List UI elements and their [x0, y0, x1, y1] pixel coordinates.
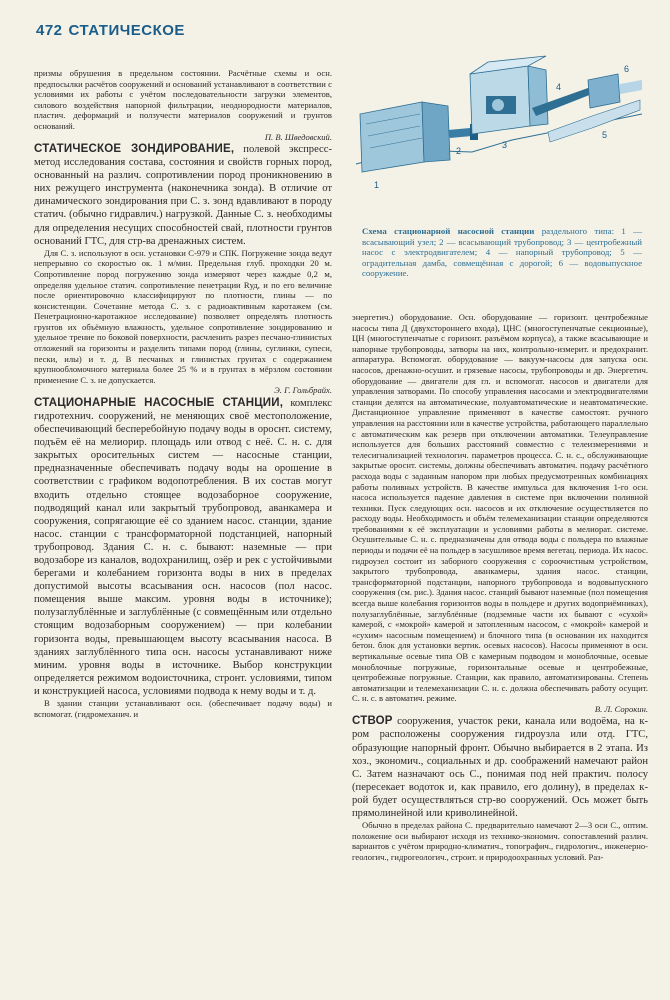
- article-static-sounding-text: полевой экспресс-метод исследования состава, состояния и свойств горных пород, основанный на различ. сопротивлении пород проникновению в них режущего инструмента (наконечника зонда). В отличие от динамического зондирования при С. з. зонд вдавливают в породу статич. (обычно гидравлич.) нагрузкой. Данные С. з. необходимы для определения несущих способностей свай, плотности грунтов оснований ГТС, для стр-ва дренажных систем.: [34, 143, 332, 247]
- term-static-sounding: СТАТИЧЕСКОЕ ЗОНДИРОВАНИЕ,: [34, 142, 235, 155]
- static-sounding-details: Для С. з. используют в осн. установки С-979 и СПК. Погружение зонда ведут непрерывно со скоростью ок. 1 м/мин. Предельная глуб. проходки 20 м. Сопротивление пород погружению зонда измеряют через каждые 0,2 м, определяя удельное статич. сопротивление пенетрации Rуд, и по его величине после ориентировочно классифицируют по плотности, глины — по консистенции. Сочетание метода С. з. с радиоактивным каротажем (см. Пенетрационно-каротажное исследование) позволяет определять плотность грунтов их объёмную влажность, удельное сопротивление зондированию и удельное трение по боковой поверхности, расчленить разрез песчано-глинистых отложений на горизонты и разделить типами пород (глины, суглинки, супеси, пески, илы) и т. д. В песчаных и глинистых грунтах с содержанием крупнообломочного материала более 25 % и в грунтах в мёрзлом состоянии применение С. з. не допускается.: [34, 247, 332, 385]
- caption-lead: Схема стационарной насосной станции: [362, 226, 535, 236]
- label-3: 3: [502, 140, 508, 150]
- pumping-stations-continuation: энергетич.) оборудование. Осн. оборудование — горизонт. центробежные насосы типа Д (двухстороннего входа), ЦНС (многоступенчатые секционные), ЦН (многоступенчатые с горизонт. разъёмом корпуса), а также всасывающие и напорные трубопроводы, затворы на них, контрольно-измерит. и предохранит. аппаратура. Вспомогат. оборудование — вакуум-насосы для запуска осн. насосов, дренажно-осушит. и грязевые насосы, трубопроводы и др. Энергетич. оборудование — двигатели для гл. и вспомогат. насосов и двигатели для управления затворами. По способу управления насосами и электродвигателями станции делятся на автоматические, полуавтоматические и неавтоматические. Дистанционное управление применяют в качестве самостоят. ручного управления на расстоянии или в качестве устройства, работающего параллельно с автоматическим как резерв при отключении автоматики. Телеуправление используется для больших расстояний совместно с телеизмерениями и телесигнализацией технологич. параметров процесса. С. н. с., обслуживающие закрытые ороснт. системы, должны обеспечивать автоматич. подачу расчётного расхода воды с заданным напором при любых предусмотренных комбинациях работы поливных устройств. В качестве импульса для включения 1-го осн. насоса используется падение давления в системе при включении поливной техники. Пуск следующих осн. насосов и их отключение осуществляется по расходу воды. Необходимость и объём телемеханизации станции определяются требованиями к её эксплуатации и условиями работы в мелиорат. системе. Осушительные С. н. с. предназначены для отвода воды с польдера по влажные периоды и подачи её на польдер в засушливое время вегетац. периода. Их насос. гидроузел состоит из заборного сооружения с сороочистным устройством, закрытого трубопровода, аванкамеры, здания насос. станции, трансформаторной подстанции, напорного трубопровода и водовыпускного сооружения (см. рис.). Здания насос. станций бывают наземные (пол помещения всегда выше колебания горизонтов воды в польдере и других водоприёмниках), полузаглублённые, заглублённые (подземные части их бывают с «сухой» камерой, с «мокрой» камерой и затопленным насосом, с «мокрой» камерой и «сухим» насосным помещением) и блочного типа (в основании их находится бетон. блок для установки вертик. осевых насосов). Насосы применяют в осн. вертикальные осевые типа ОВ с камерным подводом и моноблочные, осевые моноблочные погружные, горизонтальные осевые и центробежные, центробежные погружные. Станции, как правило, автоматизированы. Степень автоматизации и телемеханизации С. н. с. должна обеспечивать работу осущит. С. н. с. в автоматич. режиме.: [352, 312, 648, 704]
- stvor-details: Обычно в пределах района С. предварительно намечают 2—3 оси С., оптим. положение оси выбирают исходя из технико-экономич. сопоставлений различ. вариантов с учётом природно-климатич., топографич., гидрологич., инженерно-геологич., гидрогеологич., строит. и природоохранных условий. Раз-: [352, 820, 648, 862]
- page-header: [36, 22, 185, 39]
- left-column: [34, 68, 332, 719]
- intro-author: П. В. Шведовский.: [264, 131, 332, 142]
- label-5: 5: [602, 130, 608, 140]
- article-pumping-stations: [34, 397, 332, 698]
- page-title: СТАТИЧЕСКОЕ: [68, 22, 185, 39]
- article-stvor: [352, 715, 648, 820]
- caption-text: раздельного типа: 1 — всасывающий узел; 2 — всасывающий трубопровод; 3 — центробежный насос с электродвигателем; 4 — напорный трубопровод; 5 — оградительная дамба, совмещённая с дорогой; 6 — водовыпускное сооружение.: [362, 226, 642, 279]
- static-sounding-author: Э. Г. Гольбрайх.: [274, 385, 332, 396]
- pumping-stations-small: В здании станции устанавливают осн. (обеспечивает подачу воды) и вспомогат. (гидромеханич. и: [34, 698, 332, 719]
- figure-caption: [362, 226, 642, 279]
- right-column: [352, 312, 648, 863]
- pumping-station-diagram: [352, 44, 644, 214]
- label-6: 6: [624, 64, 630, 74]
- term-pumping-stations: СТАЦИОНАРНЫЕ НАСОСНЫЕ СТАНЦИИ,: [34, 396, 284, 409]
- intro-paragraph: призмы обрушения в предельном состоянии. Расчётные схемы и осн. предпосылки расчётов сооружений и оснований устанавливают в соответствии с условиями их работы с учётом последовательности загрузки элементов, силового воздействия напорной фильтрации, неоднородности материалов, пластич. деформаций и ползучести материалов сооружений и грунтов оснований.: [34, 68, 332, 131]
- article-static-sounding: [34, 143, 332, 248]
- label-4: 4: [556, 82, 562, 92]
- pump-house: [470, 56, 548, 134]
- term-stvor: СТВОР: [352, 715, 393, 728]
- article-stvor-text: сооружения, участок реки, канала или водоёма, на к-ром расположены сооружения гидроузла или отд. ГТС, образующие напорный фронт. Обычно выбирается в 2 этапа. Из хоз., экономич., социальных и др. соображений намечают район С. Затем назначают ось С., понимая под ней практич. полосу (пересекает водоток и, как правило, его долину), в пределах к-рой будет осуществляться стр-во сооружений. Ось может быть прямолинейной или криволинейной.: [352, 716, 648, 820]
- label-1: 1: [374, 180, 380, 190]
- page-number: 472: [36, 22, 63, 39]
- pumping-stations-author: В. Л. Сорокин.: [594, 703, 648, 714]
- label-2: 2: [456, 146, 462, 156]
- article-pumping-stations-text: комплекс гидротехнич. сооружений, не меняющих своё местоположение, обеспечивающий бесперебойную подачу воды в ороснт. систему, подъём её на мелиорир. площадь или отвод с неё. С. н. с. для закрытых оросительных систем — насосные станции, предназначенные обеспечивать подачу воды на орошение в соответствии с графиком водопотребления. В их состав могут входить отдельно стоящее водозаборное сооружение, подводящий канал или закрытый трубопровод, аванкамера и сооружения, сопрягающие её со зданием насос. станции, здание насос. станции с трансформаторной подстанцией, напорный трубопровод. Здания С. н. с. бывают: наземные — при водозаборе из каналов, водохранилищ, озёр и рек с устойчивыми берегами и колебанием горизонта воды в них в пределах допустимой высоты всасывания осн. насосов (пол насос. помещения выше максим. уровня воды в источнике); полузаглублённые и заглублённые (с совмещённым или отдельно стоящим водозаборным сооружением) — при колебании горизонта воды, превышающем высоту всасывания насоса. В зданиях заглублённого типа осн. насосы устанавливают ниже миним. уровня воды в источнике. Выбор конструкции определяется режимом водоисточника, стронт. условиями, типом и конструкцией насоса, условиями подвода к нему воды и т. д.: [34, 397, 332, 697]
